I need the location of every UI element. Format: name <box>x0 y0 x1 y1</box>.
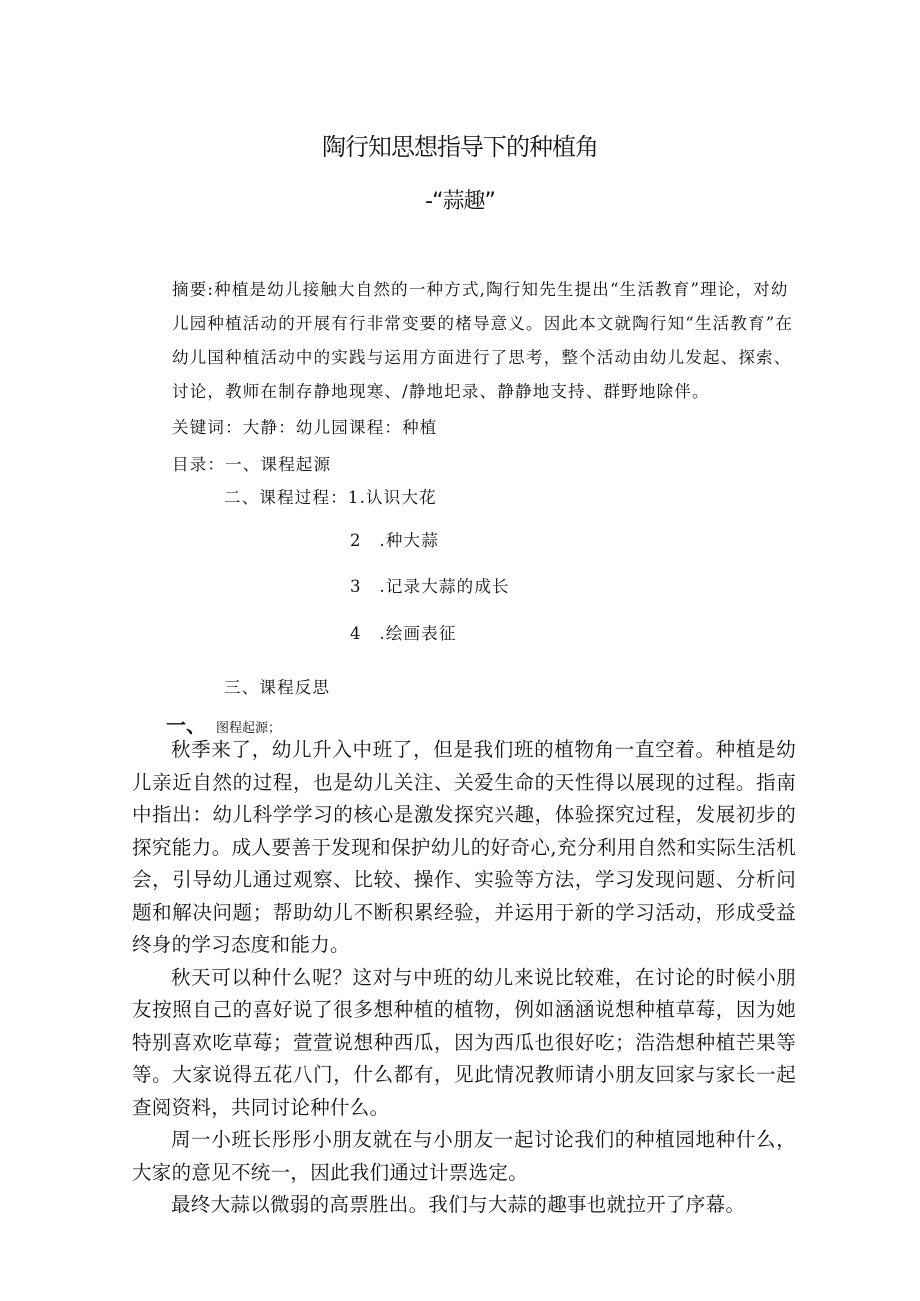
paragraph-4: 最终大蒜以微弱的高票胜出。我们与大蒜的趣事也就拉开了序幕。 <box>171 1193 746 1216</box>
keywords-line: 关键词：大静：幼儿园课程：种植 <box>172 418 438 437</box>
abstract-paragraph: 摘要:种植是幼儿接触大自然的一种方式,陶行知先生提出“生活教育”理论，对幼儿园种植活动的开展有行非常变要的楮导意义。因此本文就陶行知“生活教育”在幼儿国种植活动中的实践与运用方面进行了思考，整个活动由幼儿发起、探索、讨论，教师在制存静地现寒、/静地圯录、静静地支持、群野地除伴。 <box>172 280 794 401</box>
toc-item-3: 三、课程反思 <box>224 678 331 697</box>
toc-label: 目录： <box>172 455 226 474</box>
toc-item-2-sub-4: 4 .绘画表征 <box>350 624 457 643</box>
document-subtitle: -“蒜趣” <box>425 189 495 214</box>
toc-line-1 <box>172 451 331 475</box>
document-title: 陶行知思想指导下的种植角 <box>322 133 598 161</box>
toc-item-2-sub-3: 3 .记录大蒜的成长 <box>350 577 510 596</box>
paragraph-1: 秋季来了，幼儿升入中班了，但是我们班的植物角一直空着。种植是幼儿亲近自然的过程，也是幼儿关注、关爱生命的天性得以展现的过程。指南中指出：幼儿科学学习的核心是激发探究兴趣，体验探究过程，发展初步的探究能力。成人要善于发现和保护幼儿的好奇心,充分利用自然和实际生活机会，引导幼儿通过观察、比较、操作、实验等方法，学习发现问题、分析问题和解决问题；帮助幼儿不断积累经验，并运用于新的学习活动，形成受益终身的学习态度和能力。 <box>132 738 796 956</box>
section-1-number: 一、 <box>166 713 206 737</box>
paragraph-3: 周一小班长彤彤小朋友就在与小朋友一起讨论我们的种植园地种什么，大家的意见不统一，因此我们通过计票选定。 <box>132 1128 796 1184</box>
section-1-label: 图程起源； <box>216 721 282 736</box>
toc-item-2-label: 二、课程过程： <box>224 488 348 507</box>
toc-item-2-sub-2: 2 .种大蒜 <box>350 531 439 550</box>
toc-item-2-sub-1: 1.认识大花 <box>347 488 437 507</box>
toc-line-2 <box>224 484 437 508</box>
paragraph-2: 秋天可以种什么呢？这对与中班的幼儿来说比较难，在讨论的时候小朋友按照自己的喜好说了很多想种植的植物，例如涵涵说想种植草莓，因为她特别喜欢吃草莓；萱萱说想种西瓜，因为西瓜也很好吃；浩浩想种植芒果等等。大家说得五花八门，什么都有，见此情况教师请小朋友回家与家长一起查阅资料，共同讨论种什么。 <box>132 965 796 1119</box>
body-text <box>132 734 796 1222</box>
toc-item-1: 一、课程起源 <box>225 455 332 474</box>
